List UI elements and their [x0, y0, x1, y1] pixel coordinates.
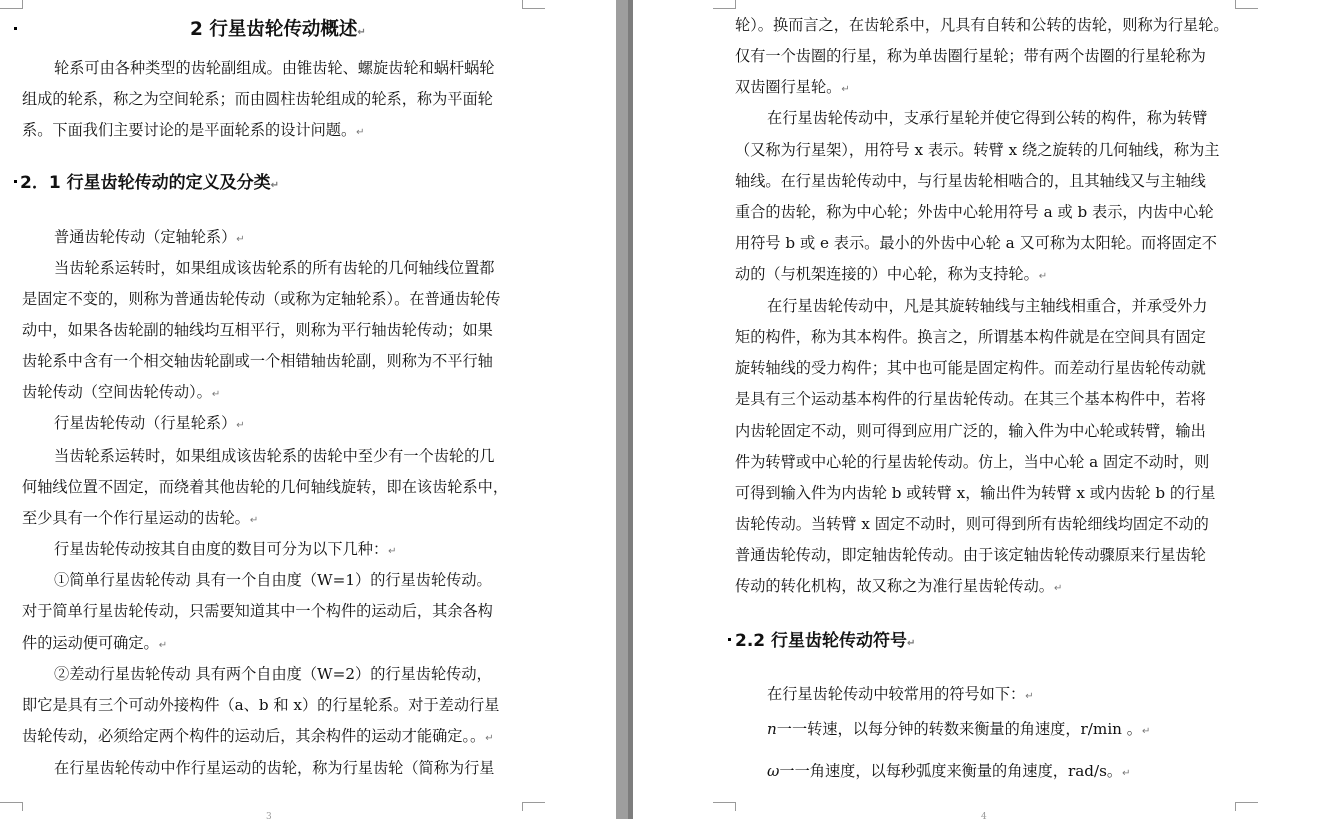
crop-mark: [522, 0, 545, 9]
text-line: 齿轮传动（空间齿轮传动）。↵: [22, 383, 221, 401]
text-line: 齿轮系中含有一个相交轴齿轮副或一个相错轴齿轮副，则称为不平行轴: [22, 352, 493, 370]
text-line: 重合的齿轮，称为中心轮；外齿中心轮用符号 a 或 b 表示，内齿中心轮: [735, 203, 1214, 221]
right-page: [633, 0, 1343, 819]
text-line: 轮系可由各种类型的齿轮副组成。由锥齿轮、螺旋齿轮和蜗杆蜗轮: [54, 59, 495, 77]
text-line: 普通齿轮传动，即定轴齿轮传动。由于该定轴齿轮传动骤原来行星齿轮: [735, 546, 1206, 564]
text-line: 在行星齿轮传动中，支承行星轮并使它得到公转的构件，称为转臂: [767, 109, 1208, 127]
crop-mark: [1235, 0, 1258, 9]
text-line: 组成的轮系，称之为空间轮系；而由圆柱齿轮组成的轮系，称为平面轮: [22, 90, 493, 108]
page-number: 4: [981, 812, 987, 819]
text-line: 当齿轮系运转时，如果组成该齿轮系的齿轮中至少有一个齿轮的几: [54, 447, 495, 465]
text-line: 在行星齿轮传动中较常用的符号如下：↵: [767, 685, 1034, 703]
symbol: ω: [767, 762, 780, 780]
section-heading: 2．1 行星齿轮传动的定义及分类↵: [20, 173, 279, 193]
text-line: 用符号 b 或 e 表示。最小的外齿中心轮 a 又可称为太阳轮。而将固定不: [735, 234, 1217, 252]
crop-mark: [1235, 802, 1258, 811]
text-line: 在行星齿轮传动中，凡是其旋转轴线与主轴线相重合，并承受外力: [767, 297, 1208, 315]
chapter-heading: 2 行星齿轮传动概述↵: [190, 19, 366, 40]
subheading: 行星齿轮传动（行星轮系）↵: [54, 414, 245, 432]
subheading: 普通齿轮传动（定轴轮系）↵: [54, 228, 245, 246]
text-line: 即它是具有三个可动外接构件（a、b 和 x）的行星轮系。对于差动行星: [22, 696, 500, 714]
crop-mark: [0, 0, 23, 9]
text-line: 可得到输入件为内齿轮 b 或转臂 x，输出件为转臂 x 或内齿轮 b 的行星: [735, 484, 1216, 502]
crop-mark: [713, 802, 736, 811]
text-line: 行星齿轮传动按其自由度的数目可分为以下几种：↵: [54, 540, 397, 558]
text-line: 何轴线位置不固定，而绕着其他齿轮的几何轴线旋转，即在该齿轮系中，: [22, 478, 508, 496]
left-page: [0, 0, 616, 819]
text-line: 件的运动便可确定。↵: [22, 634, 168, 652]
text-line: 矩的构件，称为其本构件。换言之，所谓基本构件就是在空间具有固定: [735, 328, 1206, 346]
bullet-mark: [14, 180, 17, 183]
symbol-definition: n一一转速，以每分钟的转数来衡量的角速度，r/min 。↵: [767, 720, 1151, 738]
text-line: 当齿轮系运转时，如果组成该齿轮系的所有齿轮的几何轴线位置都: [54, 259, 495, 277]
text-line: 旋转轴线的受力构件；其中也可能是固定构件。而差动行星齿轮传动就: [735, 359, 1206, 377]
symbol-definition: ω一一角速度，以每秒弧度来衡量的角速度，rad/s。↵: [767, 762, 1131, 780]
crop-mark: [0, 802, 23, 811]
text-line: 至少具有一个作行星运动的齿轮。↵: [22, 509, 259, 527]
symbol: n: [767, 720, 777, 738]
bullet-mark: [14, 27, 17, 30]
text-line: 齿轮传动。当转臂 x 固定不动时，则可得到所有齿轮细线均固定不动的: [735, 515, 1209, 533]
text-line: 系。下面我们主要讨论的是平面轮系的设计问题。↵: [22, 121, 365, 139]
text-line: 内齿轮固定不动，则可得到应用广泛的，输入件为中心轮或转臂，输出: [735, 422, 1206, 440]
text-line: 对于简单行星齿轮传动，只需要知道其中一个构件的运动后，其余各构: [22, 602, 493, 620]
crop-mark: [522, 802, 545, 811]
text-line: 仅有一个齿圈的行星，称为单齿圈行星轮；带有两个齿圈的行星轮称为: [735, 47, 1206, 65]
text-line: 双齿圈行星轮。↵: [735, 78, 850, 96]
text-line: ②差动行星齿轮传动 具有两个自由度（W=2）的行星齿轮传动，: [54, 665, 492, 683]
section-heading: 2.2 行星齿轮传动符号↵: [735, 631, 916, 651]
text-line: 是具有三个运动基本构件的行星齿轮传动。在其三个基本构件中，若将: [735, 390, 1206, 408]
bullet-mark: [728, 638, 731, 641]
text-line: 传动的转化机构，故又称之为准行星齿轮传动。↵: [735, 577, 1063, 595]
text-line: 件为转臂或中心轮的行星齿轮传动。仿上，当中心轮 a 固定不动时，则: [735, 453, 1210, 471]
text-line: （又称为行星架），用符号 x 表示。转臂 x 绕之旋转的几何轴线，称为主: [735, 141, 1220, 159]
text-line: 是固定不变的，则称为普通齿轮传动（或称为定轴轮系）。在普通齿轮传: [22, 290, 501, 308]
crop-mark: [713, 0, 736, 9]
text-line: 在行星齿轮传动中作行星运动的齿轮，称为行星齿轮（简称为行星: [54, 759, 495, 777]
page-number: 3: [266, 812, 272, 819]
text-line: 动中，如果各齿轮副的轴线均互相平行，则称为平行轴齿轮传动；如果: [22, 321, 493, 339]
text-line: 轴线。在行星齿轮传动中，与行星齿轮相啮合的，且其轴线又与主轴线: [735, 172, 1206, 190]
text-line: ①简单行星齿轮传动 具有一个自由度（W=1）的行星齿轮传动。: [54, 571, 492, 589]
text-line: 轮）。换而言之，在齿轮系中，凡具有自转和公转的齿轮，则称为行星轮。: [735, 16, 1229, 34]
text-line: 动的（与机架连接的）中心轮，称为支持轮。↵: [735, 265, 1048, 283]
text-line: 齿轮传动，必须给定两个构件的运动后，其余构件的运动才能确定。。↵: [22, 727, 494, 745]
